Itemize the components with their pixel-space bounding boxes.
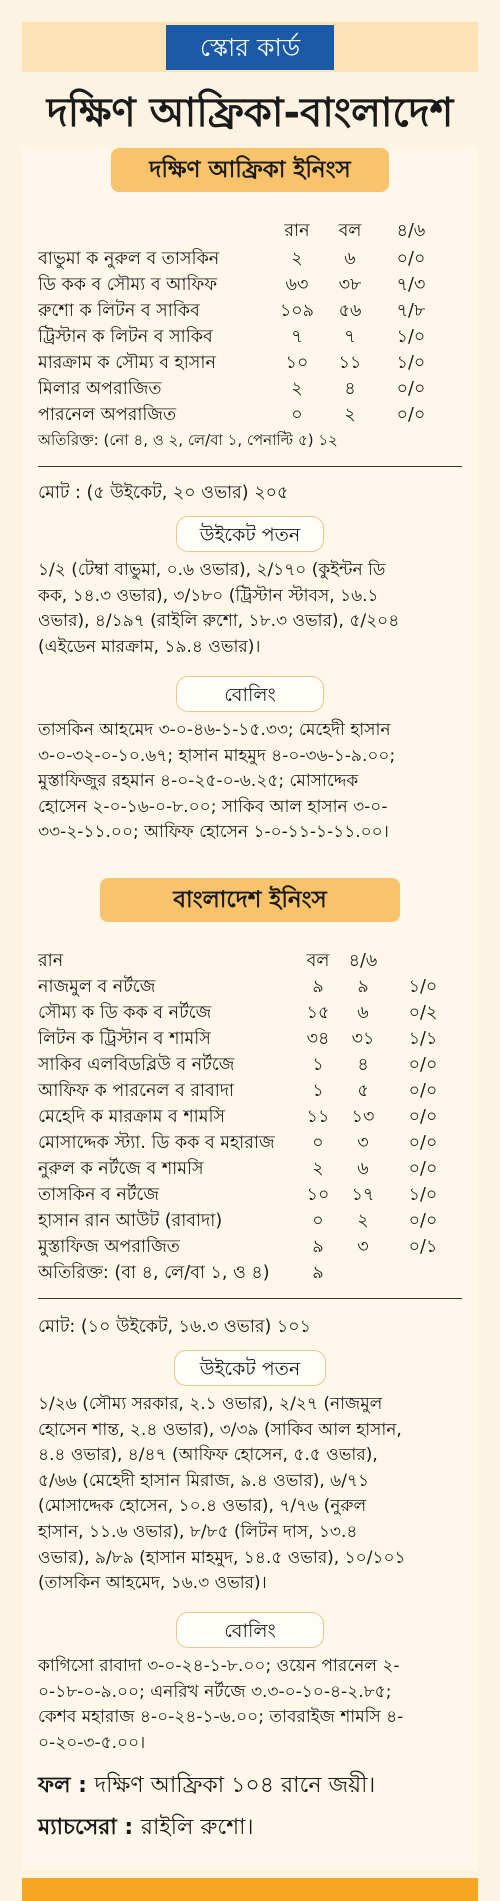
divider (38, 466, 462, 467)
balls-cell: ৫৬ (338, 301, 362, 321)
batting-row (38, 1052, 458, 1078)
balls-cell: ১৭ (351, 1185, 375, 1205)
batting-row (38, 1104, 458, 1130)
runs-cell: ১৫ (306, 1003, 330, 1023)
batting-row (38, 376, 458, 402)
text-line: ০-২০-৩-৫.০০। (38, 1732, 146, 1753)
balls-cell: ৩১ (351, 1029, 375, 1049)
fours-sixes-cell: ০/০ (408, 1055, 438, 1075)
bd-extras-row (38, 1260, 458, 1286)
text-line: (এইডেন মারক্রাম, ১৯.৪ ওভার)। (38, 636, 261, 657)
batting-row (38, 350, 458, 376)
batting-row (38, 272, 458, 298)
runs-cell: ১ (312, 1055, 324, 1075)
runs-cell: ১০ (285, 353, 309, 373)
runs-cell: ০ (291, 405, 303, 425)
batting-row (38, 246, 458, 272)
bd-total: মোট: (১০ উইকেট, ১৬.৩ ওভার) ১০১ (38, 1317, 312, 1337)
sa-fall-of-wickets (38, 558, 462, 660)
text-line: কেশব মহারাজ ৪-০-২৪-১-৬.০০; তাবরাইজ শামসি ৪- (38, 1707, 404, 1728)
sa-col-balls: বল (338, 221, 362, 241)
sa-fow-title: উইকেট পতন (176, 516, 324, 552)
text-line: ৩৩-২-১১.০০; আফিফ হোসেন ১-০-১১-১-১১.০০। (38, 822, 389, 843)
batter-name: মারক্রাম ক সৌম্য ব হাসান (38, 353, 216, 373)
bd-fall-of-wickets (38, 1392, 462, 1597)
runs-cell: ১০ (306, 1185, 330, 1205)
runs-cell: ২ (291, 249, 303, 269)
runs-cell: ০ (312, 1211, 324, 1231)
text-line: হোসেন শান্ত, ২.৪ ওভার), ৩/৩৯ (সাকিব আল হাসান, (38, 1419, 402, 1440)
batter-name: মেহেদি ক মারক্রাম ব শামসি (38, 1107, 226, 1127)
fours-sixes-cell: ০/০ (408, 1159, 438, 1179)
batting-row (38, 1026, 458, 1052)
scorecard-tag: স্কোর কার্ড (166, 25, 334, 70)
fours-sixes-cell: ০/০ (396, 249, 426, 269)
batting-row (38, 1182, 458, 1208)
sa-bowling-figures (38, 718, 462, 846)
match-result (38, 1770, 375, 1802)
mom-label: ম্যাচসেরা : (38, 1815, 134, 1840)
result-label: ফল : (38, 1773, 87, 1798)
fours-sixes-cell: ১/১ (408, 1029, 438, 1049)
batting-row (38, 1156, 458, 1182)
text-line: মুস্তাফিজুর রহমান ৪-০-২৫-০-৬.২৫; মোসাদ্দেক (38, 771, 359, 792)
batting-row (38, 402, 458, 428)
text-line: (তাসকিন আহমেদ, ১৬.৩ ওভার)। (38, 1573, 267, 1594)
sa-bowling-title: বোলিং (176, 676, 324, 712)
bd-extras-label: অতিরিক্ত: (বা ৪, লে/বা ১, ও ৪) (38, 1263, 270, 1283)
runs-cell: ০ (312, 1133, 324, 1153)
balls-cell: ৭ (344, 327, 356, 347)
balls-cell: ৩ (357, 1133, 369, 1153)
batter-name: রুশো ক লিটন ব সাকিব (38, 301, 200, 321)
balls-cell: ১১ (338, 353, 362, 373)
batting-row (38, 1130, 458, 1156)
fours-sixes-cell: ০/২ (408, 1003, 438, 1023)
batter-name: সৌম্য ক ডি কক ব নর্টজে (38, 1003, 212, 1023)
balls-cell: ৯ (357, 977, 369, 997)
balls-cell: ৫ (357, 1081, 369, 1101)
batter-name: ট্রিস্টান ক লিটন ব সাকিব (38, 327, 213, 347)
runs-cell: ২ (291, 379, 303, 399)
text-line: ওভার), ৯/৮৯ (হাসান মাহমুদ, ১৪.৫ ওভার), ১০/১০১ (38, 1547, 406, 1568)
fours-sixes-cell: ৭/৩ (396, 275, 426, 295)
divider (38, 1298, 462, 1299)
runs-cell: ৯ (312, 977, 324, 997)
bd-fow-title: উইকেট পতন (174, 1350, 326, 1386)
bd-col-balls: বল (306, 951, 330, 971)
batter-name: আফিফ ক পারনেল ব রাবাদা (38, 1081, 235, 1101)
text-line: হাসান, ১১.৬ ওভার), ৮/৮৫ (লিটন দাস, ১৩.৪ (38, 1521, 358, 1542)
mom-text: রাইলি রুশো। (140, 1815, 254, 1840)
batting-row (38, 1208, 458, 1234)
fours-sixes-cell: ৭/৮ (396, 301, 426, 321)
fours-sixes-cell: ০/০ (396, 405, 426, 425)
fours-sixes-cell: ০/০ (408, 1211, 438, 1231)
text-line: ৫/৬৬ (মেহেদী হাসান মিরাজ, ৯.৪ ওভার), ৬/৭১ (38, 1470, 370, 1491)
balls-cell: ৪ (357, 1055, 369, 1075)
runs-cell: ৯ (312, 1237, 324, 1257)
sa-extras: অতিরিক্ত: (নো ৪, ও ২, লে/বা ১, পেনাল্টি ৫) ১২ (38, 431, 338, 449)
fours-sixes-cell: ০/০ (396, 379, 426, 399)
runs-cell: ১১ (306, 1107, 330, 1127)
fours-sixes-cell: ০/০ (408, 1081, 438, 1101)
runs-cell: ২ (312, 1159, 324, 1179)
text-line: হোসেন ২-০-১৬-০-৮.০০; সাকিব আল হাসান ৩-০- (38, 796, 388, 817)
batting-row (38, 324, 458, 350)
fours-sixes-cell: ১/০ (396, 327, 426, 347)
bd-col-4s6s: ৪/৬ (348, 951, 378, 971)
bd-bowling-title: বোলিং (176, 1612, 324, 1648)
text-line: তাসকিন আহমেদ ৩-০-৪৬-১-১৫.৩৩; মেহেদী হাসান (38, 720, 391, 740)
batter-name: বাভুমা ক নুরুল ব তাসকিন (38, 249, 220, 269)
text-line: (মোসাদ্দেক হোসেন, ১০.৪ ওভার), ৭/৭৬ (নুরুল (38, 1496, 367, 1517)
batter-name: নাজমুল ব নর্টজে (38, 977, 156, 997)
text-line: ০-১৮-০-৯.০০; এনরিখ নর্টজে ৩.৩-০-১০-৪-২.৮৫; (38, 1681, 392, 1702)
batter-name: মুস্তাফিজ অপরাজিত (38, 1237, 180, 1257)
man-of-the-match (38, 1812, 253, 1844)
batter-name: সাকিব এলবিডব্লিউ ব নর্টজে (38, 1055, 235, 1075)
fours-sixes-cell: ০/১ (408, 1237, 438, 1257)
balls-cell: ২ (344, 405, 356, 425)
bd-bowling-figures (38, 1654, 462, 1756)
balls-cell: ২ (357, 1211, 369, 1231)
batting-row (38, 298, 458, 324)
batter-name: মিলার অপরাজিত (38, 379, 162, 399)
bd-extras-value: ৯ (312, 1263, 324, 1283)
text-line: ১/২ (টেম্বা বাভুমা, ০.৬ ওভার), ২/১৭০ (কুইন্টন ডি (38, 560, 386, 580)
result-text: দক্ষিণ আফ্রিকা ১০৪ রানে জয়ী। (94, 1773, 376, 1798)
runs-cell: ৬৩ (285, 275, 309, 295)
footer-band (22, 1878, 478, 1901)
batting-row (38, 974, 458, 1000)
batter-name: হাসান রান আউট (রাবাদা) (38, 1211, 223, 1231)
batter-name: লিটন ক ট্রিস্টান ব শামসি (38, 1029, 211, 1049)
batting-row (38, 1234, 458, 1260)
runs-cell: ১০৯ (279, 301, 315, 321)
runs-cell: ১ (312, 1081, 324, 1101)
fours-sixes-cell: ১/০ (408, 977, 438, 997)
match-title: দক্ষিণ আফ্রিকা-বাংলাদেশ (46, 90, 454, 136)
balls-cell: ৬ (357, 1003, 369, 1023)
balls-cell: ৬ (357, 1159, 369, 1179)
text-line: কক, ১৪.৩ ওভার), ৩/১৮০ (ট্রিস্টান স্টাবস, ১৬.১ (38, 585, 379, 606)
text-line: ৩-০-৩২-০-১০.৬৭; হাসান মাহমুদ ৪-০-৩৬-১-৯.০০; (38, 745, 396, 766)
batter-name: ডি কক ব সৌম্য ব আফিফ (38, 275, 218, 295)
text-line: কাগিসো রাবাদা ৩-০-২৪-১-৮.০০; ওয়েন পারনেল ২- (38, 1656, 400, 1676)
fours-sixes-cell: ১/০ (396, 353, 426, 373)
fours-sixes-cell: ০/০ (408, 1133, 438, 1153)
bd-innings-title: বাংলাদেশ ইনিংস (100, 878, 400, 922)
balls-cell: ৩ (357, 1237, 369, 1257)
text-line: ওভার), ৪/১৯৭ (রাইলি রুশো, ১৮.৩ ওভার), ৫/২০৪ (38, 611, 400, 632)
sa-col-4s6s: ৪/৬ (396, 221, 426, 241)
runs-cell: ৩৪ (306, 1029, 330, 1049)
batter-name: তাসকিন ব নর্টজে (38, 1185, 159, 1205)
balls-cell: ৪ (344, 379, 356, 399)
sa-col-runs: রান (284, 221, 310, 241)
balls-cell: ৩৮ (338, 275, 362, 295)
sa-innings-title: দক্ষিণ আফ্রিকা ইনিংস (111, 148, 389, 192)
batting-row (38, 1078, 458, 1104)
fours-sixes-cell: ১/০ (408, 1185, 438, 1205)
text-line: ১/২৬ (সৌম্য সরকার, ২.১ ওভার), ২/২৭ (নাজমুল (38, 1394, 383, 1414)
runs-cell: ৭ (291, 327, 303, 347)
text-line: ৪.৪ ওভার), ৪/৪৭ (আফিফ হোসেন, ৫.৫ ওভার), (38, 1445, 378, 1466)
sa-total: মোট : (৫ উইকেট, ২০ ওভার) ২০৫ (38, 483, 289, 503)
batter-name: নুরুল ক নর্টজে ব শামসি (38, 1159, 204, 1179)
balls-cell: ১৩ (351, 1107, 375, 1127)
batting-row (38, 1000, 458, 1026)
batter-name: পারনেল অপরাজিত (38, 405, 177, 425)
batter-name: মোসাদ্দেক স্ট্যা. ডি কক ব মহারাজ (38, 1133, 275, 1153)
bd-col-runs: রান (38, 951, 64, 971)
fours-sixes-cell: ০/০ (408, 1107, 438, 1127)
balls-cell: ৬ (344, 249, 356, 269)
